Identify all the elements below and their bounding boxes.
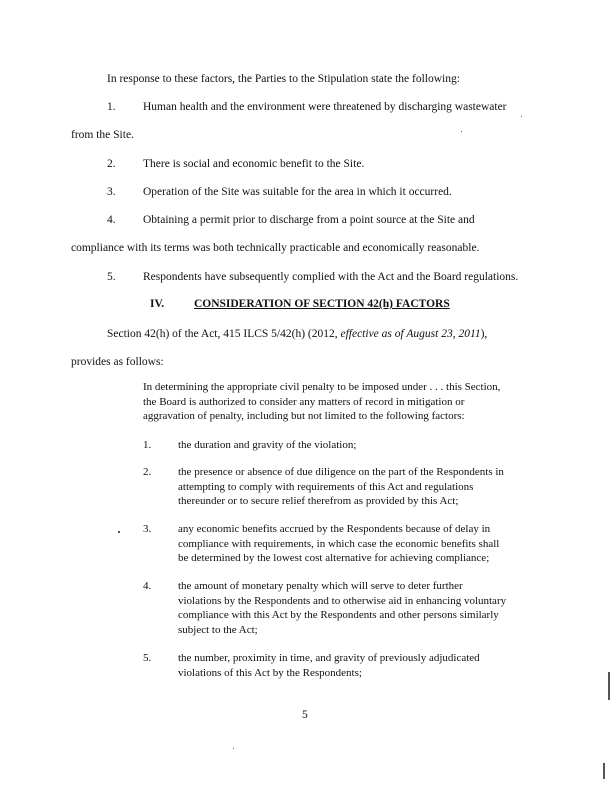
citation-effective-date: effective as of August 23, 2011 [340, 328, 481, 340]
factor-5-line-1: the number, proximity in time, and gravity of previously adjudicated [178, 652, 480, 664]
factor-4-line-4: subject to the Act; [178, 623, 258, 636]
citation-line [107, 328, 487, 342]
scan-artifact-mark [608, 672, 610, 700]
factor-3-line-1: any economic benefits accrued by the Respondents because of delay in [178, 523, 491, 535]
factor-1-line-1: the duration and gravity of the violation; [178, 439, 357, 451]
scan-artifact-dot [233, 748, 234, 749]
section-heading [150, 298, 450, 312]
finding-3-text: Operation of the Site was suitable for the area in which it occurred. [143, 186, 452, 198]
finding-1-text-continued: from the Site. [71, 129, 134, 141]
finding-1-text: Human health and the environment were threatened by discharging wastewater [143, 101, 507, 113]
factor-3-line-2: compliance with requirements, in which case the economic benefits shall [178, 537, 500, 550]
finding-1-number: 1. [107, 101, 116, 113]
section-title: CONSIDERATION OF SECTION 42(h) FACTORS [193, 298, 450, 310]
finding-2-number: 2. [107, 158, 116, 170]
factor-2-number: 2. [143, 466, 152, 478]
quote-intro-line-3: aggravation of penalty, including but not limited to the following factors: [143, 410, 465, 422]
factor-5-number: 5. [143, 652, 152, 664]
factor-2-line-3: thereunder or to secure relief therefrom as provided by this Act; [178, 495, 459, 507]
quote-intro-line-2: the Board is authorized to consider any matters of record in mitigation or [143, 395, 465, 408]
factor-4-line-3: compliance with this Act by the Respondents and other persons similarly [178, 609, 499, 621]
finding-4-text: Obtaining a permit prior to discharge from a point source at the Site and [143, 214, 475, 226]
citation-prefix: Section 42(h) of the Act, 415 ILCS 5/42(h) (2012, [107, 328, 341, 340]
factor-4-number: 4. [143, 580, 152, 592]
finding-4-text-continued: compliance with its terms was both technically practicable and economically reasonable. [71, 242, 480, 254]
finding-3-number: 3. [107, 186, 116, 198]
factor-1-number: 1. [143, 439, 152, 451]
section-number: IV. [150, 298, 165, 310]
finding-5-number: 5. [107, 271, 116, 283]
factor-3-line-3: be determined by the lowest cost alternative for achieving compliance; [178, 552, 490, 564]
citation-line-continued: provides as follows: [71, 356, 164, 368]
quote-intro-line-1: In determining the appropriate civil penalty to be imposed under . . . this Section, [143, 381, 501, 393]
page-number: 5 [302, 709, 308, 721]
scan-artifact-dot [461, 131, 462, 132]
scan-artifact-dot [118, 531, 120, 533]
factor-4-line-2: violations by the Respondents and to otherwise aid in enhancing voluntary [178, 594, 507, 607]
scan-artifact-dot [521, 116, 522, 117]
finding-5-text: Respondents have subsequently complied with the Act and the Board regulations. [143, 271, 519, 283]
factor-5-line-2: violations of this Act by the Respondents; [178, 666, 362, 679]
factor-2-line-1: the presence or absence of due diligence on the part of the Respondents in [178, 466, 504, 478]
factor-2-line-2: attempting to comply with requirements of this Act and regulations [178, 480, 474, 493]
factor-3-number: 3. [143, 523, 152, 535]
citation-suffix: ), [480, 328, 488, 340]
finding-2-text: There is social and economic benefit to the Site. [143, 158, 365, 170]
intro-paragraph: In response to these factors, the Parties to the Stipulation state the following: [107, 73, 460, 85]
factor-4-line-1: the amount of monetary penalty which will serve to deter further [178, 580, 463, 592]
scan-artifact-mark [603, 763, 605, 779]
finding-4-number: 4. [107, 214, 116, 226]
